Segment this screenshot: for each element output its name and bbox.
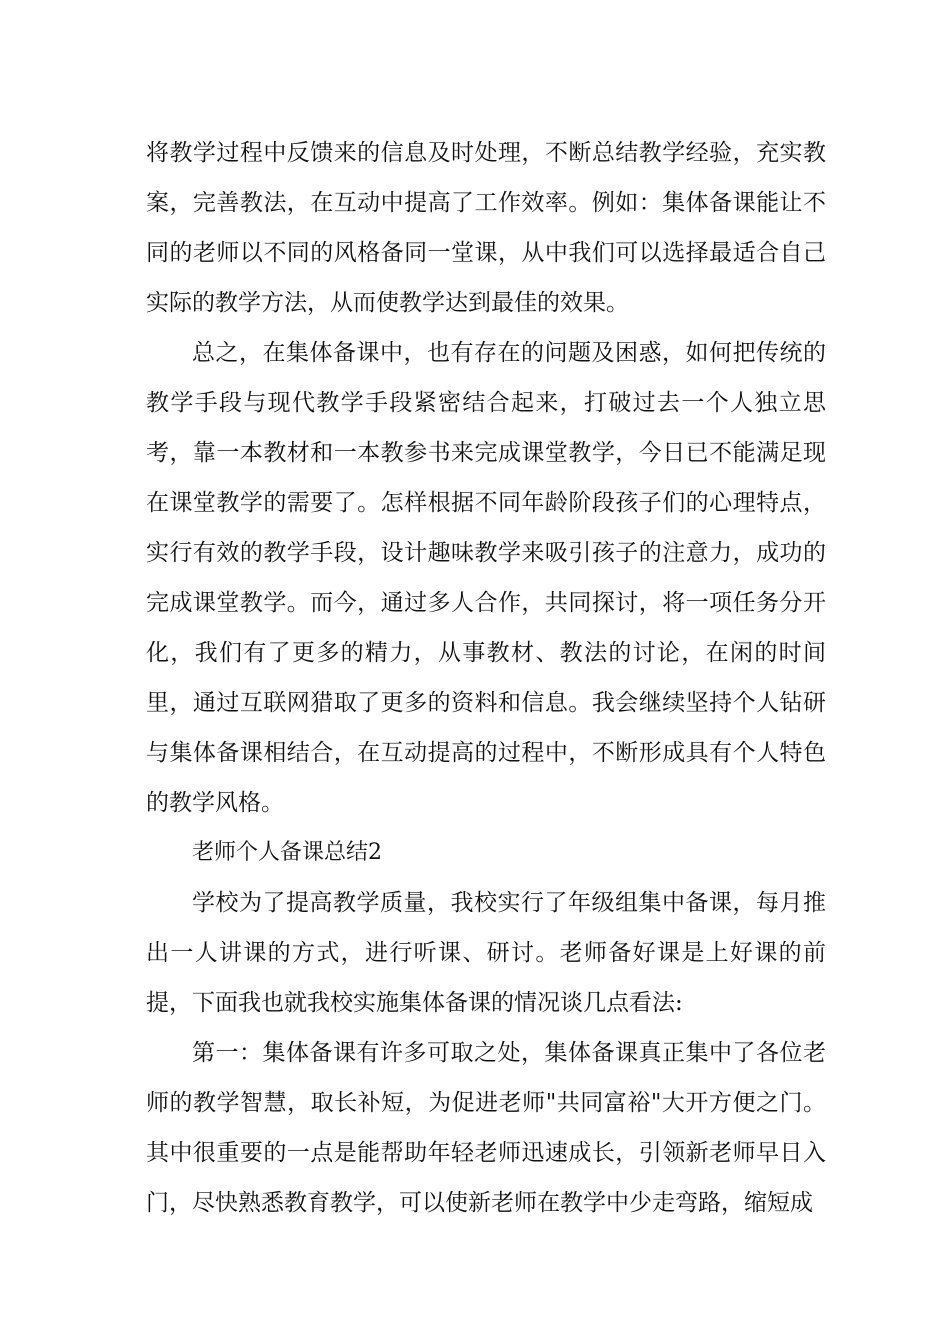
section-heading: 老师个人备课总结2 [192, 840, 382, 865]
paragraph-3: 学校为了提高教学质量，我校实行了年级组集中备课，每月推出一人讲课的方式，进行听课、研讨。老师备好课是上好课的前提，下面我也就我校实施集体备课的情况谈几点看法: [146, 890, 826, 1016]
paragraph-4: 第一：集体备课有许多可取之处，集体备课真正集中了各位老师的教学智慧，取长补短，为促进老师"共同富裕"大开方便之门。其中很重要的一点是能帮助年轻老师迅速成长，引领新老师早日入门，尽快熟悉教育教学，可以使新老师在教学中少走弯路，缩短成 [146, 1040, 826, 1216]
paragraph-1: 将教学过程中反馈来的信息及时处理，不断总结教学经验，充实教案，完善教法，在互动中提高了工作效率。例如：集体备课能让不同的老师以不同的风格备同一堂课，从中我们可以选择最适合自己实际的教学方法，从而使教学达到最佳的效果。 [146, 140, 826, 316]
paragraph-2: 总之，在集体备课中，也有存在的问题及困惑，如何把传统的教学手段与现代教学手段紧密结合起来，打破过去一个人独立思考，靠一本教材和一本教参书来完成课堂教学，今日已不能满足现在课堂教学的需要了。怎样根据不同年龄阶段孩子们的心理特点，实行有效的教学手段，设计趣味教学来吸引孩子的注意力，成功的完成课堂教学。而今，通过多人合作，共同探讨，将一项任务分开化，我们有了更多的精力，从事教材、教法的讨论，在闲的时间里，通过互联网猎取了更多的资料和信息。我会继续坚持个人钻研与集体备课相结合，在互动提高的过程中，不断形成具有个人特色的教学风格。 [146, 340, 826, 816]
document-body [146, 128, 826, 1228]
